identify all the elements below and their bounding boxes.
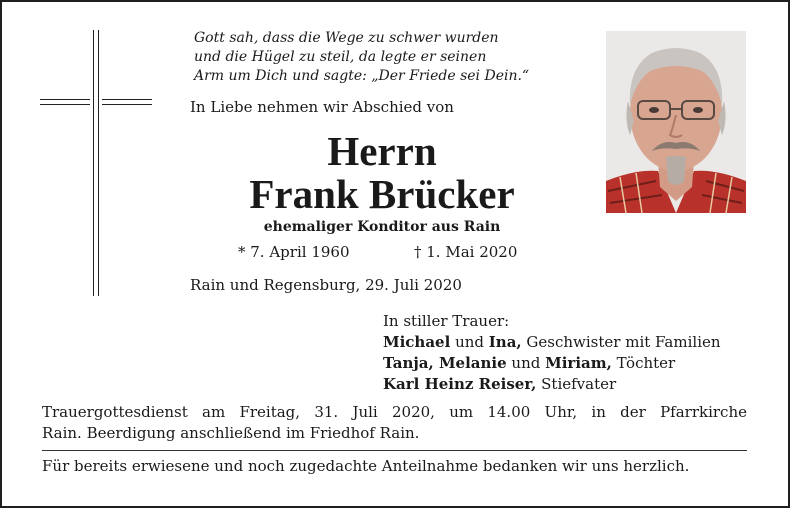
mourners-list [383, 311, 721, 395]
deceased-name [190, 130, 574, 216]
funeral-service-info [42, 402, 747, 444]
death-date: † 1. Mai 2020 [414, 243, 518, 261]
mourner-row: Karl Heinz Reiser, Stiefvater [383, 375, 617, 393]
service-line: Trauergottesdienst am Freitag, 31. Juli 2020, um 14.00 Uhr, in der Pfarrkirche [42, 403, 747, 421]
verse-line: Gott sah, dass die Wege zu schwer wurden [194, 30, 499, 46]
farewell-intro: In Liebe nehmen wir Abschied von [190, 98, 454, 116]
place-and-date: Rain und Regensburg, 29. Juli 2020 [190, 276, 462, 294]
mourner-row: Michael und Ina, Geschwister mit Familien [383, 333, 721, 351]
mourners-heading: In stiller Trauer: [383, 312, 510, 330]
thanks-note: Für bereits erwiesene und noch zugedachte Anteilnahme bedanken wir uns herzlich. [42, 457, 690, 475]
portrait-photo [606, 31, 746, 213]
mourner-row: Tanja, Melanie und Miriam, Töchter [383, 354, 676, 372]
divider [42, 450, 747, 451]
memorial-verse [194, 29, 594, 86]
service-line: Rain. Beerdigung anschließend im Friedhof Rain. [42, 424, 420, 442]
cross-icon [40, 30, 152, 298]
verse-line: Arm um Dich und sagte: „Der Friede sei Dein.“ [194, 68, 530, 84]
verse-line: und die Hügel zu steil, da legte er seinen [194, 49, 487, 65]
full-name: Frank Brücker [249, 171, 515, 217]
birth-date: * 7. April 1960 [238, 243, 350, 261]
salutation: Herrn [327, 128, 437, 174]
occupation: ehemaliger Konditor aus Rain [263, 219, 501, 235]
